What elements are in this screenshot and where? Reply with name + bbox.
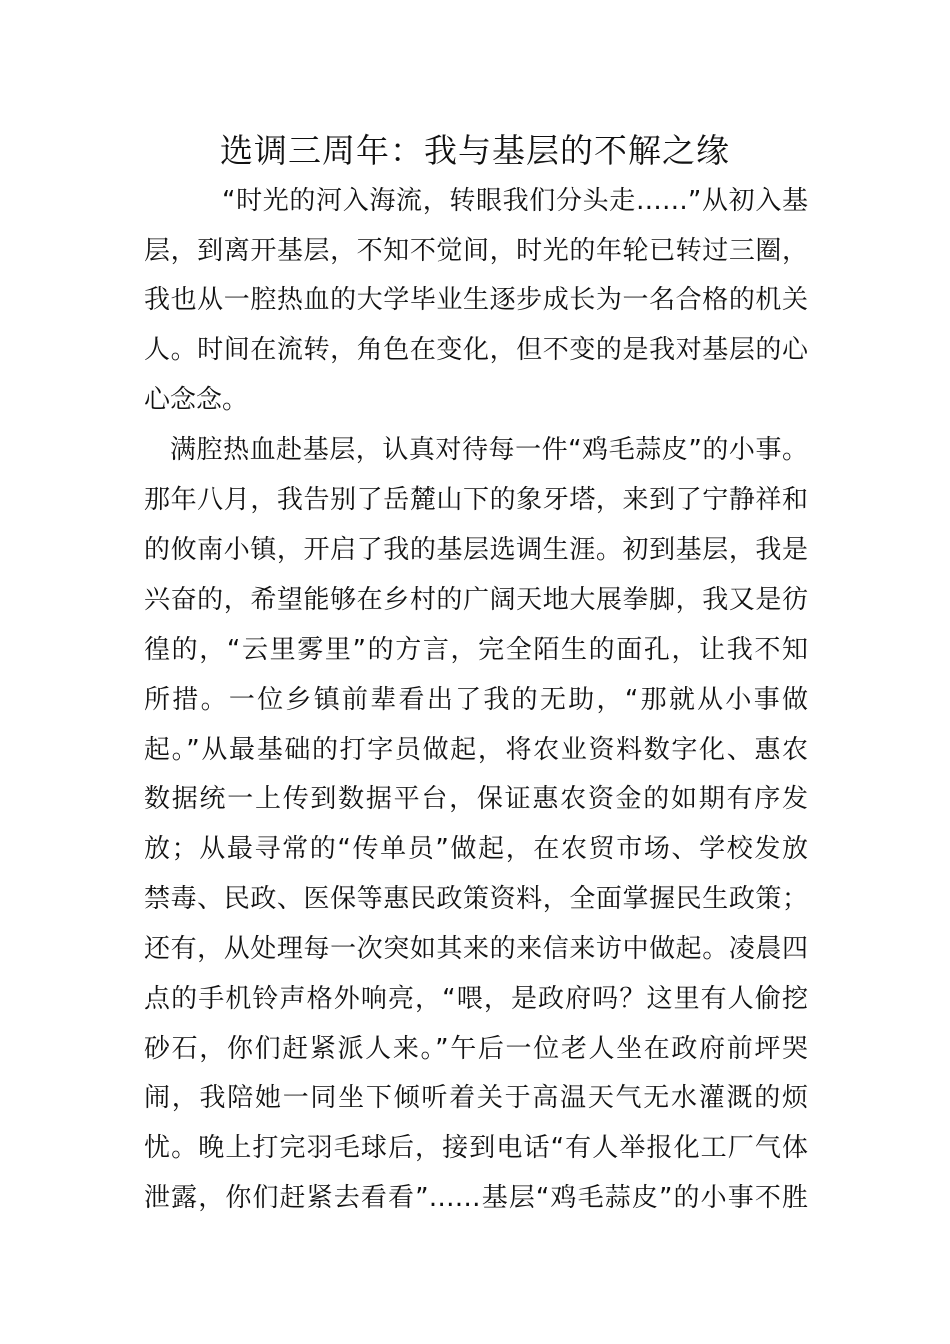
text-line: 满腔热血赴基层，认真对待每一件“鸡毛蒜皮”的小事。 xyxy=(170,435,808,465)
text-line: 闹，我陪她一同坐下倾听着关于高温天气无水灌溉的烦 xyxy=(144,1083,808,1113)
text-line: 兴奋的，希望能够在乡村的广阔天地大展拳脚，我又是彷 xyxy=(144,585,808,615)
text-line: 还有，从处理每一次突如其来的来信来访中做起。凌晨四 xyxy=(144,934,808,964)
text-line: 点的手机铃声格外响亮，“喂，是政府吗？这里有人偷挖 xyxy=(144,984,808,1014)
text-line: 我也从一腔热血的大学毕业生逐步成长为一名合格的机关 xyxy=(144,285,808,315)
text-line: 所措。一位乡镇前辈看出了我的无助，“那就从小事做 xyxy=(144,685,808,715)
text-line: 人。时间在流转，角色在变化，但不变的是我对基层的心 xyxy=(144,335,808,365)
text-line: 心念念。 xyxy=(144,385,249,415)
text-line: 的攸南小镇，开启了我的基层选调生涯。初到基层，我是 xyxy=(144,535,808,565)
text-line: 数据统一上传到数据平台，保证惠农资金的如期有序发 xyxy=(144,784,808,814)
text-line: 层，到离开基层，不知不觉间，时光的年轮已转过三圈， xyxy=(144,236,808,266)
text-line: 禁毒、民政、医保等惠民政策资料，全面掌握民生政策； xyxy=(144,884,808,914)
text-line: 徨的，“云里雾里”的方言，完全陌生的面孔，让我不知 xyxy=(144,635,808,665)
text-line: 砂石，你们赶紧派人来。”午后一位老人坐在政府前坪哭 xyxy=(144,1034,808,1064)
text-line: 泄露，你们赶紧去看看”……基层“鸡毛蒜皮”的小事不胜 xyxy=(144,1183,808,1213)
text-line: 那年八月，我告别了岳麓山下的象牙塔，来到了宁静祥和 xyxy=(144,485,808,515)
text-line: 放；从最寻常的“传单员”做起，在农贸市场、学校发放 xyxy=(144,834,808,864)
document-title: 选调三周年：我与基层的不解之缘 xyxy=(220,131,730,170)
text-line: 忧。晚上打完羽毛球后，接到电话“有人举报化工厂气体 xyxy=(144,1133,808,1163)
text-line: 起。”从最基础的打字员做起，将农业资料数字化、惠农 xyxy=(144,735,808,765)
text-line: “时光的河入海流，转眼我们分头走……”从初入基 xyxy=(222,186,808,216)
